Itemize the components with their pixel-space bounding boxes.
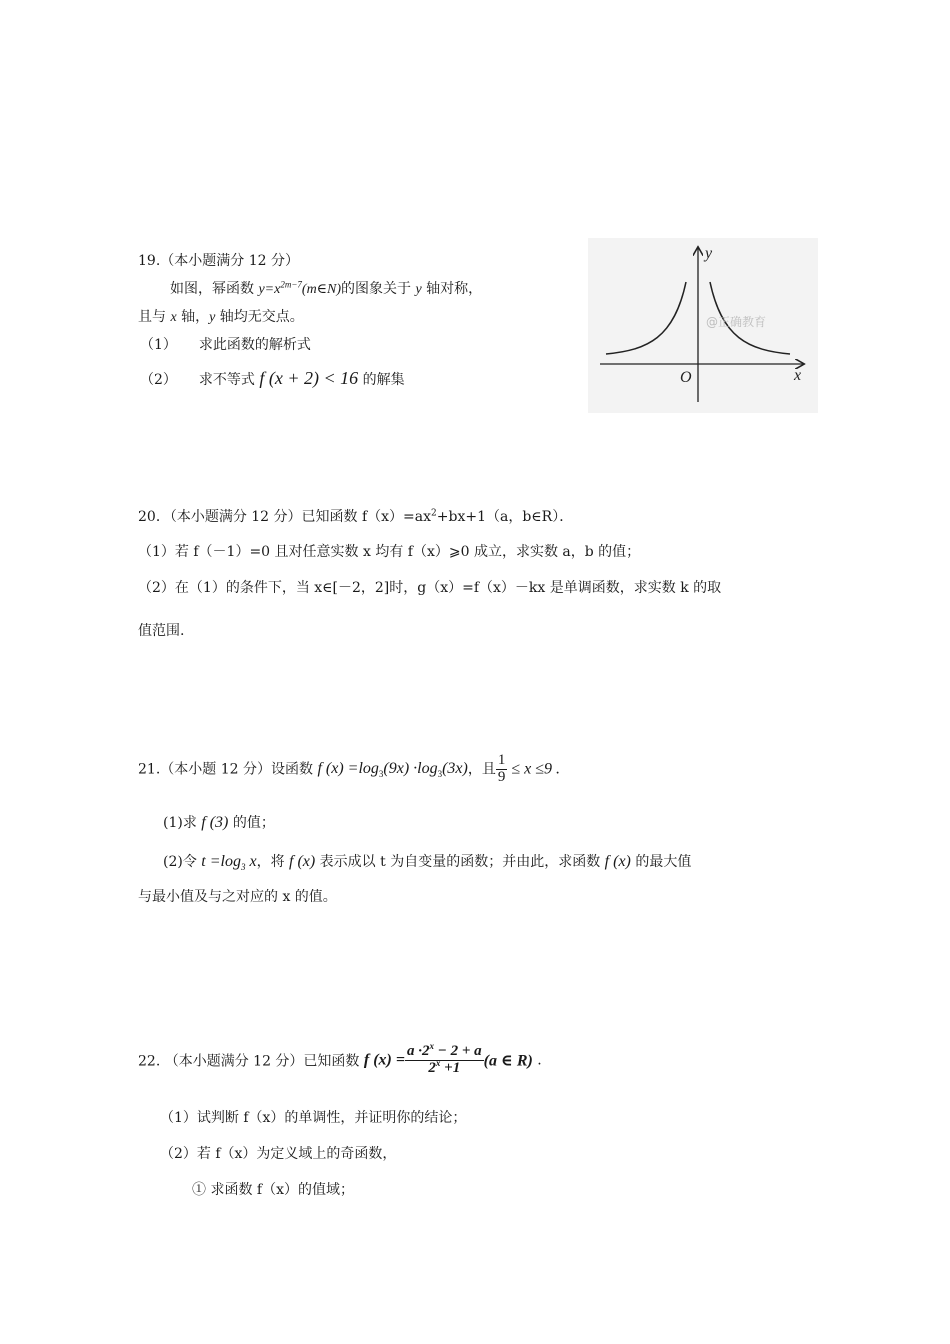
q21-part2-text-a: (2)令	[163, 854, 202, 870]
q20-line1-text-b: +bx+1（a，b∈R）．	[436, 509, 574, 525]
q21-mid: ，且	[467, 761, 496, 778]
q21-frac-den: 9	[497, 768, 506, 785]
q21-part2-text-b: ，将	[256, 854, 290, 870]
q20-line1-sup: 2	[431, 508, 437, 519]
q19-graph-svg	[588, 238, 818, 413]
q19-part1-label: （1）	[140, 337, 177, 353]
q19-expr-base: y=x	[258, 282, 281, 297]
q22-num-a: a ·2	[407, 1043, 430, 1059]
q21-frac-num: 1	[497, 752, 506, 768]
q21-part1-text-b: 的值；	[228, 815, 275, 831]
q22-part1: （1）试判断 f（x）的单调性，并证明你的结论；	[160, 1110, 467, 1126]
q21-f-lhs: f (x) =log	[317, 760, 379, 778]
q19-part2-pre: 求不等式	[198, 372, 260, 388]
q19-line2-text-a: 且与	[138, 309, 171, 325]
q22-f-lhs: f (x) =	[363, 1051, 405, 1069]
q21-part2-substitution	[201, 853, 257, 873]
q21-part1	[163, 812, 275, 832]
q20-line1	[138, 506, 573, 526]
q19-axis-x-ref: x	[170, 310, 177, 325]
q21-part1-text-a: (1)求	[163, 815, 202, 831]
q21-part2-text-c: 表示成以 t 为自变量的函数；并由此，求函数	[315, 854, 605, 870]
q22-prefix: 22. （本小题满分 12 分）已知函数	[138, 1053, 364, 1070]
q19-part1	[140, 334, 311, 354]
q19-axis-y-ref-2: y	[209, 310, 216, 325]
q21-log-arg-2: (3x)	[442, 760, 468, 778]
q21-prefix: 21.（本小题 12 分）设函数	[138, 761, 318, 778]
q21-part2-x: x	[245, 853, 257, 870]
q21-part1-math: f (3)	[201, 814, 229, 831]
q22-sub1: ① 求函数 f（x）的值域；	[192, 1182, 354, 1198]
q19-part2-inequality: f (x + 2) < 16	[259, 368, 359, 388]
q19-intro-line1	[170, 278, 482, 298]
q19-number: 19.	[138, 253, 161, 269]
curve-left-branch	[606, 282, 686, 354]
q21-part2-base: 3	[240, 862, 246, 873]
q22-denominator	[405, 1057, 484, 1077]
q22-num-sup: x	[429, 1041, 434, 1051]
q22-part2: （2）若 f（x）为定义域上的奇函数，	[160, 1146, 397, 1162]
q22-end: .	[532, 1052, 542, 1069]
q19-expr-condition: (m∈N)	[301, 282, 342, 297]
q21-part2-fx1: f (x)	[289, 853, 316, 870]
q21-part2-cont: 与最小值及与之对应的 x 的值。	[138, 889, 337, 905]
q22-line1	[138, 1041, 542, 1077]
q19-axis-y-ref: y	[415, 282, 422, 297]
q22-numerator	[405, 1041, 484, 1061]
q21-part2-text-d: 的最大值	[630, 854, 692, 870]
q21-log-base-1: 3	[378, 769, 384, 780]
q19-line2-text-b: 轴，	[176, 309, 210, 325]
q19-intro-text-c: 轴对称，	[421, 281, 483, 297]
q21-range: ≤ x ≤9 .	[507, 760, 561, 778]
watermark: @正确教育	[706, 315, 767, 329]
q20-part2-cont: 值范围.	[138, 623, 185, 639]
graph-label-x: x	[794, 367, 802, 384]
q21-part2	[163, 851, 691, 871]
q20-part1: （1）若 f（－1）=0 且对任意实数 x 均有 f（x）⩾0 成立，求实数 a，b 的值；	[138, 544, 641, 560]
q19-intro-text-a: 如图，幂函数	[170, 281, 259, 297]
q22-num-b: − 2 + a	[434, 1043, 482, 1059]
q19-power-expr	[258, 279, 342, 297]
q21-log-arg-1: (9x) ·log	[383, 760, 438, 778]
q22-condition: (a ∈ R)	[483, 1052, 533, 1070]
q19-intro-line2	[138, 306, 304, 326]
q21-log-base-2: 3	[437, 769, 443, 780]
q22-den-b: +1	[440, 1059, 461, 1076]
q22-den-a: 2	[428, 1059, 436, 1076]
q19-header	[138, 250, 299, 270]
graph-label-origin: O	[680, 369, 692, 386]
q21-part2-t: t =log	[201, 853, 241, 870]
q22-den-sup: x	[435, 1057, 441, 1068]
q19-part1-text: 求此函数的解析式	[198, 337, 311, 353]
q19-intro-text-b: 的图象关于	[341, 281, 416, 297]
q19-part2-label: （2）	[140, 372, 177, 388]
q19-expr-exponent: 2m−7	[280, 279, 302, 290]
q19-header-text: （本小题满分 12 分）	[160, 253, 299, 269]
q19-part2	[140, 368, 405, 389]
graph-label-y: y	[705, 245, 713, 262]
q20-line1-text-a: 20．（本小题满分 12 分）已知函数 f（x）=ax	[138, 509, 432, 525]
q19-graph-figure	[588, 238, 818, 413]
q22-fraction	[405, 1041, 484, 1077]
q21-function-def	[317, 760, 468, 780]
q21-line1	[138, 753, 560, 786]
q21-part2-fx2: f (x)	[604, 853, 631, 870]
q19-part2-post: 的解集	[358, 372, 405, 388]
q21-fraction	[496, 753, 508, 786]
q20-part2: （2）在（1）的条件下，当 x∈[－2，2]时，g（x）=f（x）－kx 是单调函数，求实数 k 的取	[138, 580, 722, 596]
q19-line2-text-c: 轴均无交点。	[215, 309, 304, 325]
